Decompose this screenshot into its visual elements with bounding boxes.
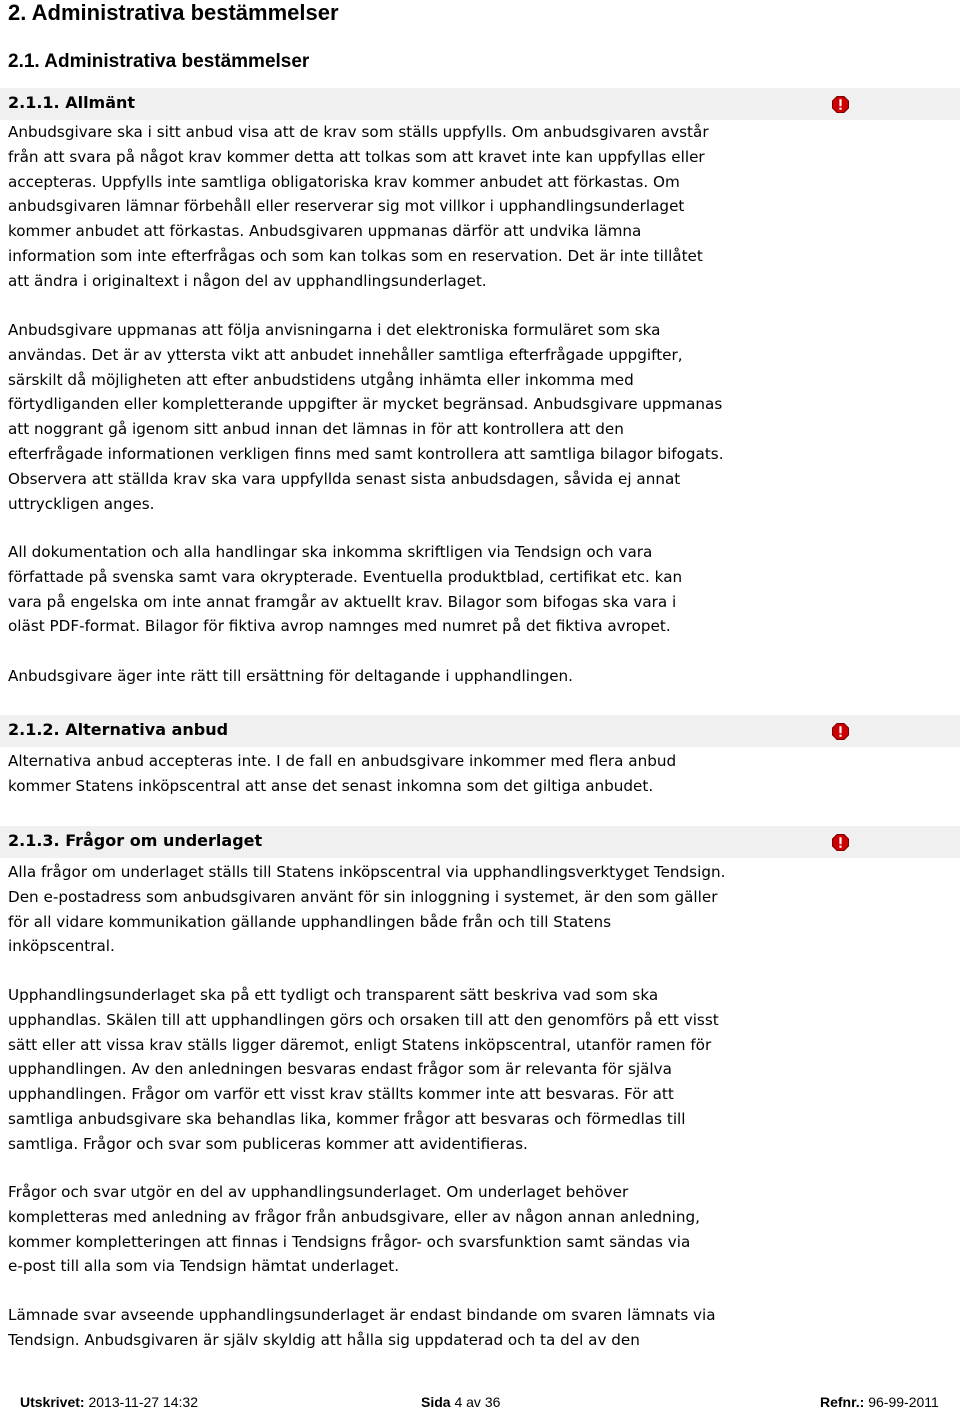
warning-icon bbox=[832, 96, 849, 113]
paragraph: Anbudsgivare ska i sitt anbud visa att de krav som ställs uppfylls. Om anbudsgivaren avstår från att svara på något krav kommer detta att tolkas som att kravet inte kan uppfyllas eller accepteras. Uppfylls inte samtliga obligatoriska krav kommer anbudet att förkastas. Om anbudsgivaren lämnar förbehåll eller reserverar sig mot villkor i upphandlingsunderlaget kommer anbudet att förkastas. Anbudsgivaren uppmanas därför att undvika lämna information som inte efterfrågas och som kan tolkas som en reservation. Det är inte tillåtet att ändra i originaltext i någon del av upphandlingsunderlaget. bbox=[8, 123, 709, 290]
section-title: 2.1.3. Frågor om underlaget bbox=[8, 831, 263, 850]
paragraph: All dokumentation och alla handlingar ska inkomma skriftligen via Tendsign och vara författade på svenska samt vara okrypterade. Eventuella produktblad, certifikat etc. kan vara på engelska om inte annat framgår av aktuellt krav. Bilagor som bifogas ska vara i oläst PDF-format. Bilagor för fiktiva avrop namnges med numret på det fiktiva avropet. bbox=[8, 543, 683, 636]
paragraph: Alla frågor om underlaget ställs till Statens inköpscentral via upphandlingsverktyget Tendsign. Den e-postadress som anbudsgivaren använt för sin inloggning i systemet, är den som gäller för all vidare kommunikation gällande upphandlingen både från och till Statens inköpscentral. bbox=[8, 863, 726, 956]
section-header-fragor-om-underlaget bbox=[0, 826, 960, 858]
footer-ref-label: Refnr.: bbox=[820, 1394, 865, 1410]
paragraph: Anbudsgivare uppmanas att följa anvisningarna i det elektroniska formuläret som ska användas. Det är av yttersta vikt att anbudet innehåller samtliga efterfrågade uppgifter, särskilt då möjligheten att efter anbudstidens utgång inhämta eller inkomma med förtydliganden eller kompletterande uppgifter är mycket begränsad. Anbudsgivare uppmanas att noggrant gå igenom sitt anbud innan det lämnas in för att kontrollera att den efterfrågade informationen verkligen finns med samt kontrollera att samtliga bilagor bifogats. Observera att ställda krav ska vara uppfyllda senast sista anbudsdagen, såvida ej annat uttryckligen anges. bbox=[8, 321, 724, 513]
warning-icon bbox=[832, 834, 849, 851]
paragraph: Anbudsgivare äger inte rätt till ersättning för deltagande i upphandlingen. bbox=[8, 667, 574, 685]
footer-page-value: 4 av 36 bbox=[454, 1394, 501, 1410]
section-title: 2.1.1. Allmänt bbox=[8, 93, 136, 112]
section-title: 2.1.2. Alternativa anbud bbox=[8, 720, 229, 739]
footer-ref bbox=[820, 1394, 939, 1410]
section-header-allmant bbox=[0, 88, 960, 120]
paragraph: Lämnade svar avseende upphandlingsunderlaget är endast bindande om svaren lämnats via Tendsign. Anbudsgivaren är själv skyldig att hålla sig uppdaterad och ta del av den bbox=[8, 1306, 716, 1349]
sub-heading: 2.1. Administrativa bestämmelser bbox=[8, 51, 310, 72]
warning-icon bbox=[832, 723, 849, 740]
footer-printed-label: Utskrivet: bbox=[20, 1394, 85, 1410]
page-footer bbox=[0, 1392, 960, 1412]
paragraph: Upphandlingsunderlaget ska på ett tydligt och transparent sätt beskriva vad som ska upphandlas. Skälen till att upphandlingen görs och orsaken till att den genomförs på ett visst sätt eller att vissa krav ställs ligger däremot, enligt Statens inköpscentral, utanför ramen för upphandlingen. Av den anledningen besvaras endast frågor som är relevanta för själva upphandlingen. Frågor om varför ett visst krav ställts kommer inte att besvaras. För att samtliga anbudsgivare ska behandlas lika, kommer frågor att besvaras och förmedlas till samtliga. Frågor och svar som publiceras kommer att avidentifieras. bbox=[8, 986, 719, 1153]
footer-printed bbox=[20, 1394, 198, 1410]
footer-printed-value: 2013-11-27 14:32 bbox=[88, 1394, 198, 1410]
section-header-alternativa-anbud bbox=[0, 715, 960, 747]
footer-page bbox=[421, 1394, 500, 1410]
paragraph: Frågor och svar utgör en del av upphandlingsunderlaget. Om underlaget behöver kompletteras med anledning av frågor från anbudsgivare, eller av någon annan anledning, kommer kompletteringen att finnas i Tendsigns frågor- och svarsfunktion samt sändas via e-post till alla som via Tendsign hämtat underlaget. bbox=[8, 1183, 700, 1276]
paragraph: Alternativa anbud accepteras inte. I de fall en anbudsgivare inkommer med flera anbud kommer Statens inköpscentral att anse det senast inkomna som det giltiga anbudet. bbox=[8, 752, 677, 795]
footer-ref-value: 96-99-2011 bbox=[868, 1394, 939, 1410]
page-heading: 2. Administrativa bestämmelser bbox=[8, 0, 339, 25]
footer-page-label: Sida bbox=[421, 1394, 451, 1410]
